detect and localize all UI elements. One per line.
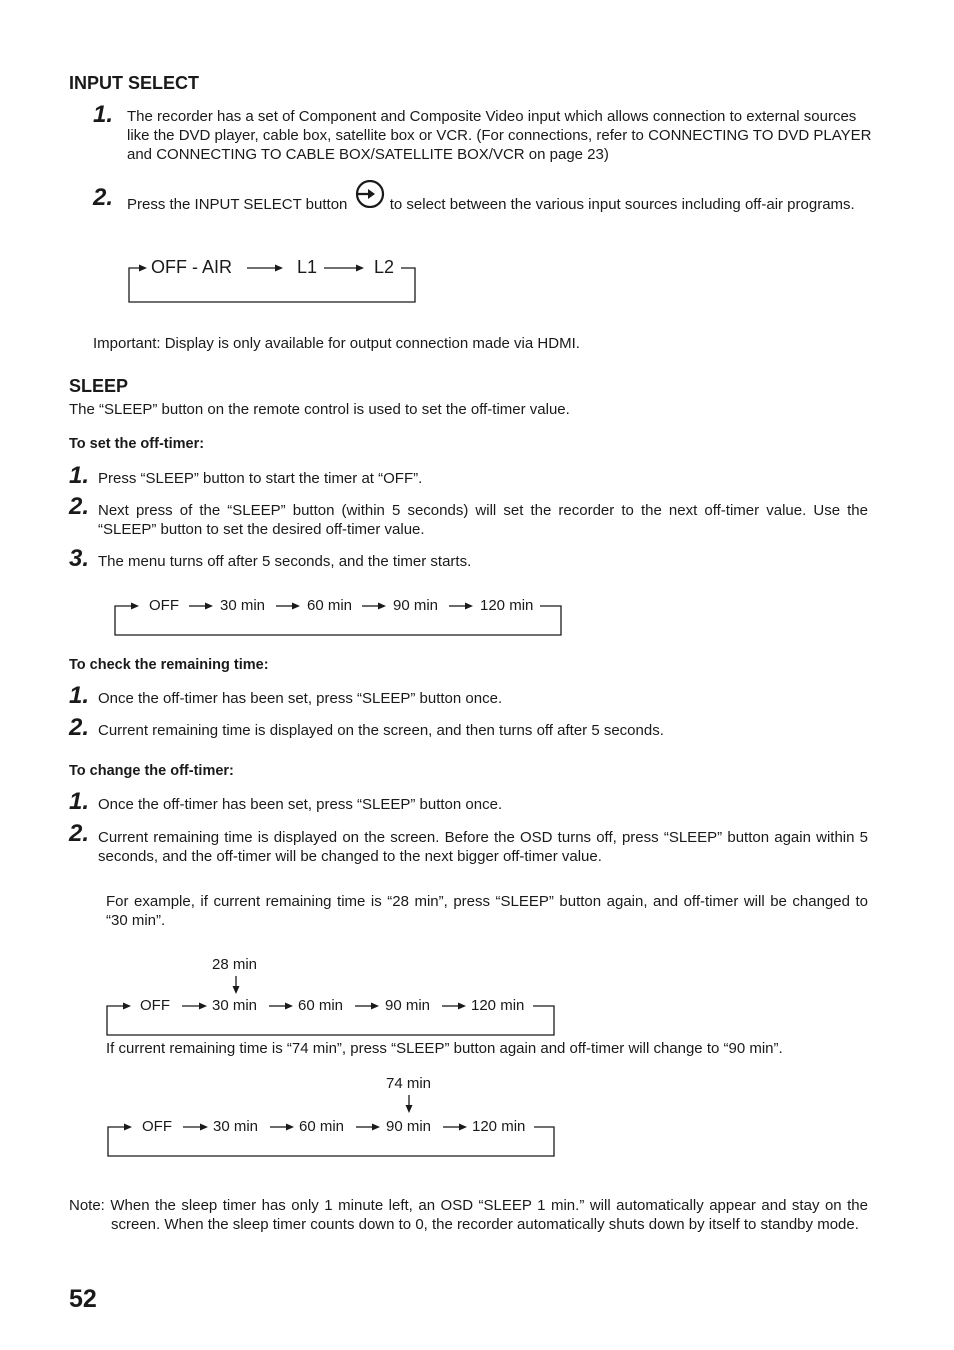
step-number: 2. <box>93 184 114 211</box>
important-note: Important: Display is only available for output connection made via HDMI. <box>93 335 580 352</box>
flow-item-off-air: OFF - AIR <box>151 257 232 277</box>
step-number: 3. <box>69 545 90 572</box>
set-step-3-text: The menu turns off after 5 seconds, and the timer starts. <box>98 553 472 570</box>
example-1-text: For example, if current remaining time is “28 min”, press “SLEEP” button again, and off-timer will be changed to “30 min”. <box>106 893 868 929</box>
step-number: 2. <box>69 820 90 847</box>
step-number: 1. <box>69 462 90 489</box>
step-number: 1. <box>93 101 114 128</box>
flow-item-120-min: 120 min <box>480 597 534 614</box>
input-select-step-1-text: The recorder has a set of Component and Composite Video input which allows connection to external sources like the DVD player, cable box, satellite box or VCR. (For connections, refer to CONNECTING TO DVD PLAYER and CONNECTING TO CABLE BOX/SATELLITE BOX/VCR on page 23) <box>127 108 872 163</box>
flow-item-off: OFF <box>142 1118 172 1135</box>
flow-item-l2: L2 <box>374 257 395 277</box>
change-step-2-text: Current remaining time is displayed on the screen. Before the OSD turns off, press “SLEEP” button again within 5 seconds, and the off-timer will be changed to the next bigger off-timer value. <box>98 829 868 865</box>
flow-item-off: OFF <box>149 597 179 614</box>
step-2-text-after: to select between the various input sources including off-air programs. <box>389 196 855 213</box>
check-step-1-text: Once the off-timer has been set, press “SLEEP” button once. <box>98 690 503 707</box>
step-number: 2. <box>69 714 90 741</box>
flow-item-30-min: 30 min <box>212 997 258 1014</box>
flow-item-90-min: 90 min <box>385 997 431 1014</box>
step-2-text-before: Press the INPUT SELECT button <box>127 196 348 213</box>
change-off-timer-title: To change the off-timer: <box>69 763 234 779</box>
example-2-text: If current remaining time is “74 min”, press “SLEEP” button again and off-timer will change to “90 min”. <box>106 1040 783 1057</box>
step-number: 1. <box>69 682 90 709</box>
set-step-1-text: Press “SLEEP” button to start the timer at “OFF”. <box>98 470 423 487</box>
flow-item-90-min: 90 min <box>393 597 439 614</box>
input-select-heading: INPUT SELECT <box>69 73 200 93</box>
change-step-1-text: Once the off-timer has been set, press “SLEEP” button once. <box>98 796 503 813</box>
set-step-2-text: Next press of the “SLEEP” button (within 5 seconds) will set the recorder to the next off-timer value. Use the “SLEEP” button to set the desired off-timer value. <box>98 502 868 538</box>
flow-item-90-min: 90 min <box>386 1118 432 1135</box>
flow-item-120-min: 120 min <box>471 997 525 1014</box>
flow-item-120-min: 120 min <box>472 1118 526 1135</box>
step-number: 2. <box>69 493 90 520</box>
sleep-timer-note: Note: When the sleep timer has only 1 minute left, an OSD “SLEEP 1 min.” will automatically appear and stay on the screen. When the sleep timer counts down to 0, the recorder automatically shuts down by itself to standby mode. <box>69 1197 868 1233</box>
check-step-2-text: Current remaining time is displayed on the screen, and then turns off after 5 seconds. <box>98 722 664 739</box>
flow-item-30-min: 30 min <box>220 597 266 614</box>
flow-item-l1: L1 <box>297 257 318 277</box>
sleep-intro: The “SLEEP” button on the remote control is used to set the off-timer value. <box>69 401 570 418</box>
page-number: 52 <box>69 1285 97 1313</box>
marker-74-min: 74 min <box>386 1075 432 1092</box>
sleep-heading: SLEEP <box>69 376 129 396</box>
set-off-timer-title: To set the off-timer: <box>69 436 205 452</box>
flow-item-30-min: 30 min <box>213 1118 259 1135</box>
flow-item-off: OFF <box>140 997 170 1014</box>
flow-item-60-min: 60 min <box>299 1118 345 1135</box>
marker-28-min: 28 min <box>212 956 258 973</box>
check-remaining-title: To check the remaining time: <box>69 657 269 673</box>
flow-item-60-min: 60 min <box>298 997 344 1014</box>
step-number: 1. <box>69 788 90 815</box>
flow-item-60-min: 60 min <box>307 597 353 614</box>
